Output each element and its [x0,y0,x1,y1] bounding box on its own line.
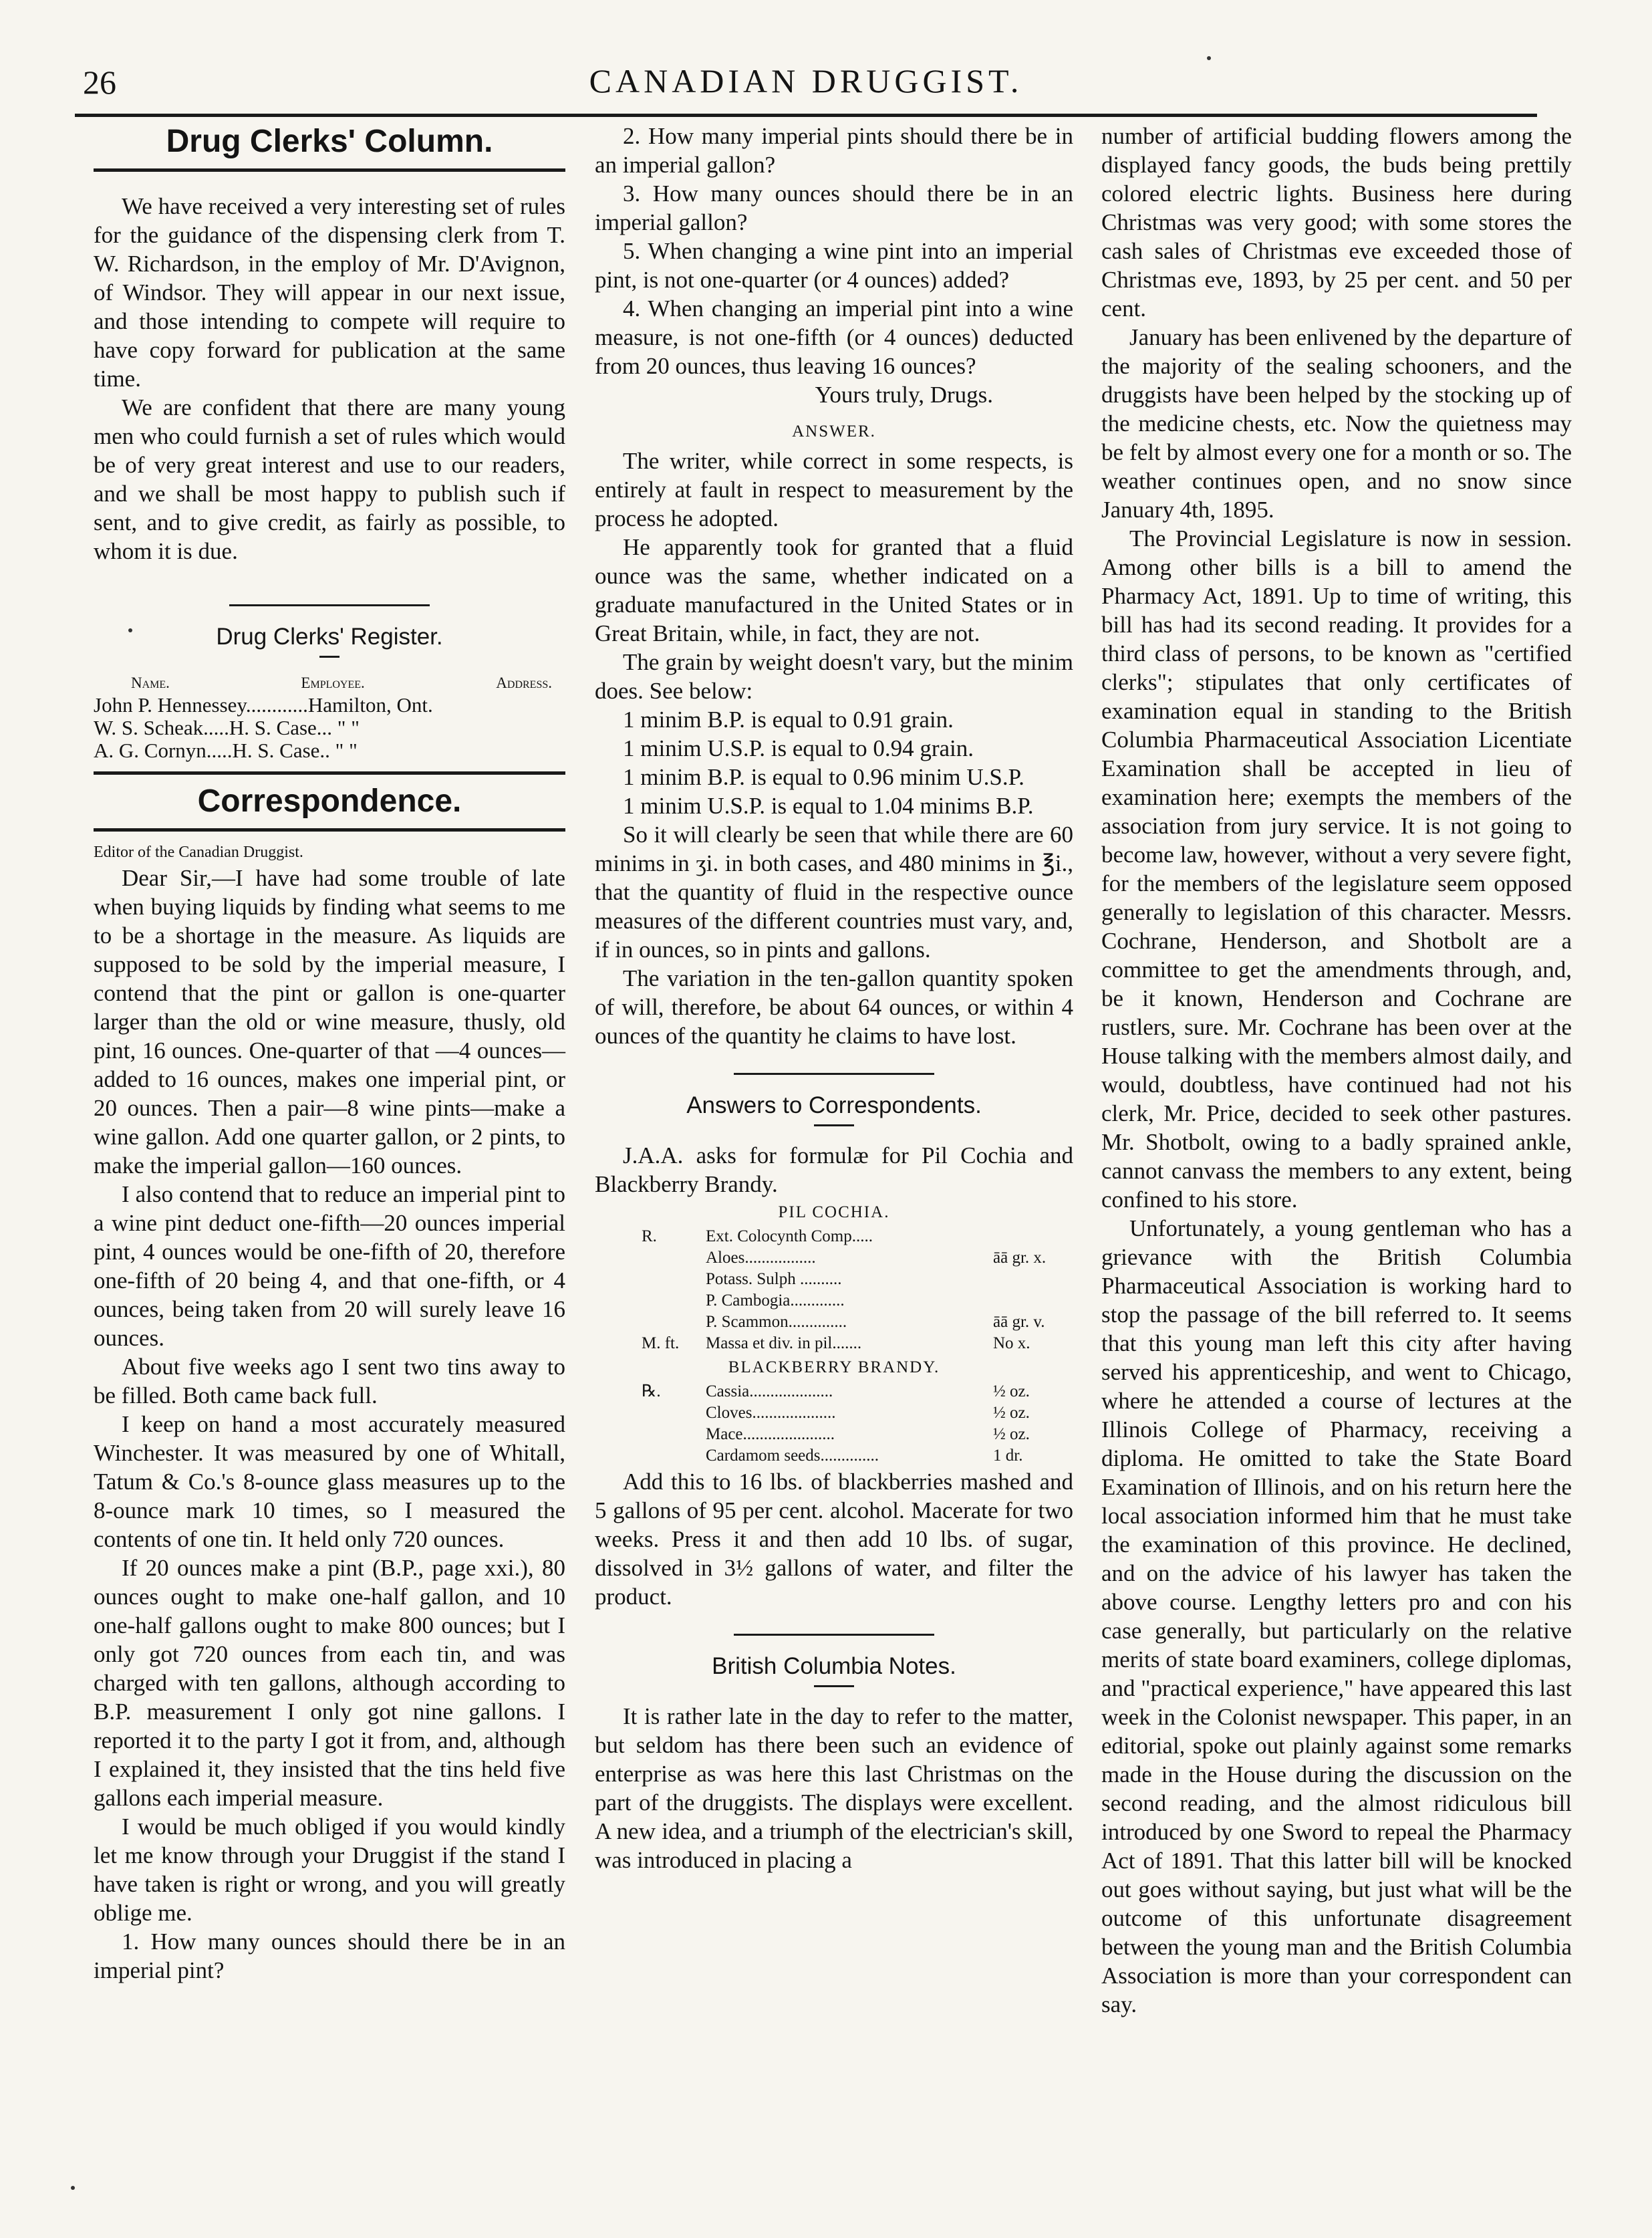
paragraph: The variation in the ten-gallon quantity spoken of will, therefore, be about 64 ounces, or within 4 ounces of the quantity he claims to have lost. [595,965,1073,1049]
formula-ing: P. Scammon.............. [706,1313,847,1331]
register-row-text: A. G. Cornyn.....H. S. Case.. " " [94,739,358,762]
section-rule [94,771,565,775]
divider [229,604,430,606]
answer-heading: ANSWER. [792,422,876,441]
paragraph: 1 minim B.P. is equal to 0.96 minim U.S.P. [623,764,1024,790]
scan-speck [71,2186,75,2190]
formula-sym [595,1269,706,1289]
paragraph: I keep on hand a most accurately measured Winchester. It was measured by one of Whitall, Tatum & Co.'s 8-ounce glass measures up to the 8-ounce mark 10 times, so I measured the contents of one tin. It held only 720 ounces. [94,1411,565,1552]
journal-title: CANADIAN DRUGGIST. [589,62,1023,100]
formula-qty: ½ oz. [993,1382,1030,1400]
paragraph: So it will clearly be seen that while there are 60 minims in ʒi. in both cases, and 480 minims in ℥i., that the quantity of fluid in the respective ounce measures of the different countries must vary, and, if in ounces, so in pints and gallons. [595,822,1073,963]
formula-title: PIL COCHIA. [778,1203,890,1221]
divider [319,656,339,658]
register-row [94,739,565,762]
scan-speck [1207,56,1211,60]
formula-sym [595,1312,706,1332]
paragraph: We have received a very interesting set of rules for the guidance of the dispensing clerk from T. W. Richardson, in the employ of Mr. D'Avignon, of Windsor. They will appear in our next issue, and those intending to compete will require to have copy forward for publication at the same time. [94,193,565,392]
formula-qty: āā gr. x. [993,1249,1047,1267]
formula-qty: 1 dr. [993,1447,1023,1465]
register-row [94,717,565,739]
paragraph: Unfortunately, a young gentleman who has a grievance with the British Columbia Pharmaceutical Association is working hard to stop the passage of the bill referred to. It seems that this young man left this city after having served his apprenticeship, and went to Chicago, where he attended a course of lectures at the Illinois College of Pharmacy, receiving a diploma. He omitted to take the State Board Examination of Illinois, and on his return here the local association informed him that he must take the examination of this province. He declined, and on the advice of his lawyer has taken the above course. Lengthy letters pro and con his case generally, but particularly on the relative merits of state board examiners, college diplomas, and "practical experience," have appeared this last week in the Colonist newspaper. This paper, in an editorial, spoke out plainly against some remarks made in the House during the discussion on the second reading, and the almost ridiculous bill introduced by one Sword to repeal the Pharmacy Act of 1891. That this latter bill will be knocked out goes without saying, but just what will be the outcome of this unfortunate disagreement between the young man and the British Columbia Association is more than your correspondent can say. [1101,1215,1572,2017]
header-rule [75,114,1537,117]
column-2 [595,122,1073,1874]
divider [814,1124,854,1126]
formula-qty: No x. [993,1334,1030,1352]
paragraph: 1 minim U.S.P. is equal to 0.94 grain. [623,735,974,761]
formula-qty: ½ oz. [993,1425,1030,1443]
formula-qty: āā gr. v. [993,1313,1045,1331]
formula-row [595,1334,1073,1354]
formula-row [595,1382,1073,1402]
register-col-employee: Employee. [301,674,365,691]
formula-title: BLACKBERRY BRANDY. [728,1358,940,1376]
formula-qty [993,1227,1073,1247]
formula-row [595,1403,1073,1423]
section-rule [94,828,565,832]
scan-speck [128,628,132,632]
bc-notes-title: British Columbia Notes. [712,1653,956,1679]
paragraph: January has been enlivened by the departure of the majority of the sealing schooners, and the druggists have been helped by the stocking up of the medicine chests, etc. Now the quietness may be felt by almost every one for a month or so. The weather continues open, and no snow since January 4th, 1895. [1101,324,1572,523]
formula-sym [595,1424,706,1445]
formula-qty [993,1269,1073,1289]
formula-row [595,1291,1073,1311]
paragraph: 3. How many ounces should there be in an imperial gallon? [595,180,1073,235]
formula-sym: R. [642,1227,657,1245]
formula-ing: Mace...................... [706,1425,835,1443]
editor-line: Editor of the Canadian Druggist. [94,844,303,861]
signature: Yours truly, Drugs. [815,382,993,408]
formula-sym [595,1446,706,1466]
formula-ing: Cardamom seeds.............. [706,1447,879,1465]
paragraph: 1 minim U.S.P. is equal to 1.04 minims B.P. [623,793,1034,819]
paragraph: The writer, while correct in some respects, is entirely at fault in respect to measurement by the process he adopted. [595,448,1073,531]
paragraph: About five weeks ago I sent two tins away to be filled. Both came back full. [94,1354,565,1408]
formula-row [595,1227,1073,1247]
formula-ing: Aloes................. [706,1249,816,1267]
paragraph: I would be much obliged if you would kindly let me know through your Druggist if the stand I have taken is right or wrong, and you will greatly oblige me. [94,1814,565,1926]
paragraph: The Provincial Legislature is now in session. Among other bills is a bill to amend the Pharmacy Act, 1891. Up to time of writing, this bill has had its second reading. It provides for a third class of persons, to be known as "certified clerks"; stipulates that only certificates of examination equal in standing to the British Columbia Pharmaceutical Association Licentiate Examination shall be accepted in lieu of examination here; exempts the members of the association from jury service. It is not going to become law, however, without a very severe fight, for the members of the legislature seem opposed generally to legislation of this character. Messrs. Cochrane, Henderson, and Shotbolt are a committee to get the amendments through, and, be it known, Henderson and Cochrane are rustlers, sure. Mr. Cochrane has been over at the House talking with the members almost daily, and would, doubtless, have continued had not his clerk, Mr. Price, decided to seek other pastures. Mr. Shotbolt, owing to a badly sprained ankle, cannot canvass the members to any extent, being confined to his store. [1101,525,1572,1213]
formula-row [595,1269,1073,1289]
formula-qty: ½ oz. [993,1404,1030,1422]
paragraph: 1 minim B.P. is equal to 0.91 grain. [623,707,954,733]
formula-ing: Cassia.................... [706,1382,833,1400]
paragraph: I also contend that to reduce an imperial pint to a wine pint deduct one-fifth—20 ounces imperial pint, 4 ounces would be one-fifth of 20, therefore one-fifth of 20 being 4, and that one-fifth, or 4 ounces, being taken from 20 will surely leave 16 ounces. [94,1181,565,1351]
paragraph: 2. How many imperial pints should there be in an imperial gallon? [595,123,1073,178]
column-1 [94,122,565,1985]
register-col-name: Name. [131,674,170,691]
paragraph: Dear Sir,—I have had some trouble of late when buying liquids by finding what seems to me to be a shortage in the measure. As liquids are supposed to be sold by the imperial measure, I contend that the pint or gallon is one-quarter larger than the old or wine measure, thusly, old pint, 16 ounces. One-quarter of that —4 ounces—added to 16 ounces, makes one imperial pint, or 20 ounces. Then a pair—8 wine pints—make a wine gallon. Add one quarter gallon, or 2 pints, to make the imperial gallon—160 ounces. [94,865,565,1178]
formula-qty [993,1291,1073,1311]
section-rule [94,168,565,172]
page-header [75,57,1537,115]
paragraph: It is rather late in the day to refer to the matter, but seldom has there been such an evidence of enterprise as was here this last Christmas on the part of the druggists. The displays were excellent. A new idea, and a triumph of the electrician's skill, was introduced in placing a [595,1703,1073,1873]
register-row-text: John P. Hennessey............Hamilton, Ont. [94,693,433,717]
paragraph: J.A.A. asks for formulæ for Pil Cochia and Blackberry Brandy. [595,1142,1073,1197]
divider [734,1073,934,1075]
paragraph: If 20 ounces make a pint (B.P., page xxi.), 80 ounces ought to make one-half gallon, and 10 one-half gallons ought to make 800 ounces; but I only got 720 ounces from each tin, and was charged with ten gallons, although according to B.P. measurement I only got nine gallons. I reported it to the party I got it from, and, although I explained it, they insisted that the tins held five gallons each imperial measure. [94,1555,565,1811]
formula-ing: P. Cambogia............. [706,1291,845,1310]
formula-row [595,1446,1073,1466]
formula-row [595,1424,1073,1445]
blackberry-brandy-formula [595,1382,1073,1466]
formula-row [595,1248,1073,1268]
formula-ing: Potass. Sulph .......... [706,1270,842,1288]
formula-sym: ℞. [642,1382,661,1400]
divider [814,1685,854,1687]
paragraph: 1. How many ounces should there be in an imperial pint? [94,1929,565,1983]
paragraph: 4. When changing an imperial pint into a wine measure, is not one-fifth (or 4 ounces) deducted from 20 ounces, thus leaving 16 ounces? [595,295,1073,379]
formula-ing: Cloves.................... [706,1404,836,1422]
register-row [94,694,565,717]
answers-title: Answers to Correspondents. [686,1092,982,1118]
column-3 [1101,122,1572,2019]
paragraph: 5. When changing a wine pint into an imperial pint, is not one-quarter (or 4 ounces) added? [595,238,1073,293]
pil-cochia-formula [595,1227,1073,1354]
register-header [94,672,565,694]
page-number: 26 [83,64,116,101]
formula-ing: Massa et div. in pil....... [706,1334,862,1352]
register-col-address: Address. [496,674,552,691]
formula-sym [595,1291,706,1311]
paragraph: We are confident that there are many young men who could furnish a set of rules which would be of very great interest and use to our readers, and we shall be most happy to publish such if sent, and to give credit, as fairly as possible, to whom it is due. [94,394,565,564]
correspondence-title: Correspondence. [197,783,462,819]
paragraph: number of artificial budding flowers among the displayed fancy goods, the buds being prettily colored electric lights. Business here during Christmas was very good; with some stores the cash sales of Christmas eve exceeded those of Christmas eve, 1893, by 25 per cent. and 50 per cent. [1101,123,1572,322]
drug-clerks-register-title: Drug Clerks' Register. [216,624,443,650]
formula-sym: M. ft. [642,1334,680,1352]
register-row-text: W. S. Scheak.....H. S. Case... " " [94,716,360,739]
formula-sym [595,1248,706,1268]
paragraph: He apparently took for granted that a fluid ounce was the same, whether indicated on a graduate manufactured in the United States or in Great Britain, while, in fact, they are not. [595,534,1073,646]
paragraph: Add this to 16 lbs. of blackberries mashed and 5 gallons of 95 per cent. alcohol. Macerate for two weeks. Press it and then add 10 lbs. of sugar, dissolved in 3½ gallons of water, and filter the product. [595,1469,1073,1610]
formula-row [595,1312,1073,1332]
formula-sym [595,1403,706,1423]
formula-ing: Ext. Colocynth Comp..... [706,1227,873,1245]
paragraph: The grain by weight doesn't vary, but the minim does. See below: [595,649,1073,704]
drug-clerks-column-title: Drug Clerks' Column. [166,124,493,159]
divider [734,1634,934,1636]
